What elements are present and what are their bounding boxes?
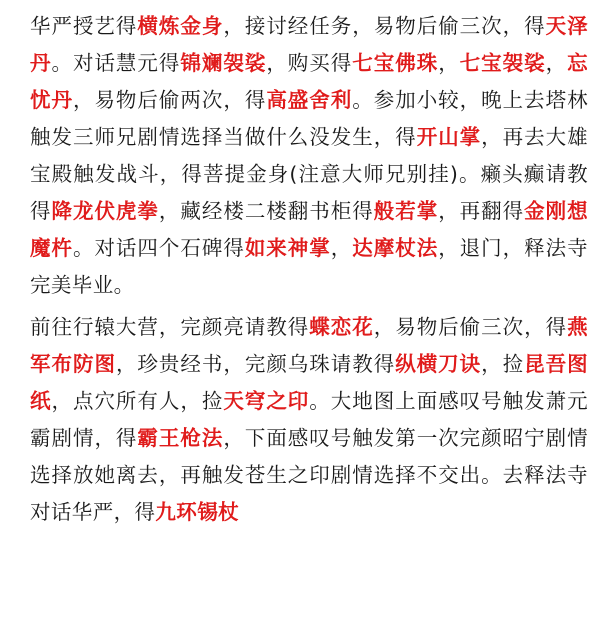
- highlighted-item-name: 燕军布防图: [30, 315, 588, 376]
- highlighted-item-name: 高盛舍利: [266, 88, 353, 112]
- highlighted-item-name: 天泽丹: [30, 14, 588, 75]
- paragraph-1: [30, 8, 588, 304]
- text-run: ，退门，释法寺完美毕业。: [30, 236, 588, 297]
- text-run: ，下面感叹号触发第一次完颜昭宁剧情选择放她离去，再触发苍生之印剧情选择不交出。去释法寺对话华严，得: [30, 426, 588, 524]
- highlighted-item-name: 如来神掌: [244, 236, 331, 260]
- highlighted-item-name: 蝶恋花: [309, 315, 374, 339]
- text-run: 。大地图上面感叹号触发萧元霸剧情，得: [30, 389, 588, 450]
- highlighted-item-name: 纵横刀诀: [395, 352, 482, 376]
- text-run: ，购买得: [266, 51, 353, 75]
- text-run: ，: [438, 51, 460, 75]
- highlighted-item-name: 开山掌: [416, 125, 482, 149]
- text-run: 。对话四个石碑得: [72, 236, 245, 260]
- text-run: ，易物后偷两次，得: [72, 88, 267, 112]
- highlighted-item-name: 九环锡杖: [155, 500, 240, 524]
- highlighted-item-name: 霸王枪法: [137, 426, 224, 450]
- highlighted-item-name: 横炼金身: [137, 14, 224, 38]
- highlighted-item-name: 七宝袈裟: [459, 51, 546, 75]
- highlighted-item-name: 锦斓袈裟: [180, 51, 267, 75]
- highlighted-item-name: 七宝佛珠: [352, 51, 439, 75]
- text-run: 。对话慧元得: [51, 51, 181, 75]
- text-run: ，再去大雄宝殿触发战斗，得菩提金身(注意大师兄别挂)。癞头癫请教得: [30, 125, 589, 223]
- highlighted-item-name: 天穹之印: [223, 389, 310, 413]
- highlighted-item-name: 般若掌: [373, 199, 439, 223]
- text-run: ，易物后偷三次，得: [373, 315, 568, 339]
- text-run: ，藏经楼二楼翻书柜得: [158, 199, 374, 223]
- text-run: 华严授艺得: [30, 14, 138, 38]
- highlighted-item-name: 降龙伏虎拳: [51, 199, 159, 223]
- text-run: ，珍贵经书，完颜乌珠请教得: [115, 352, 396, 376]
- text-run: ，: [330, 236, 353, 260]
- highlighted-item-name: 昆吾图纸: [30, 352, 588, 413]
- highlighted-item-name: 金刚想魔杵: [30, 199, 589, 260]
- text-run: 。参加小较，晚上去塔林触发三师兄剧情选择当做什么没发生，得: [30, 88, 588, 149]
- highlighted-item-name: 忘忧丹: [30, 51, 588, 112]
- text-run: ，点穴所有人，捡: [51, 389, 224, 413]
- paragraph-2: [30, 309, 588, 531]
- text-run: ，接讨经任务，易物后偷三次，得: [223, 14, 546, 38]
- text-fade-overlay: [478, 597, 488, 611]
- text-run: ，捡: [481, 352, 525, 376]
- highlighted-item-name: 达摩杖法: [352, 236, 439, 260]
- text-run: ，: [545, 51, 568, 75]
- text-run: ，再翻得: [438, 199, 525, 223]
- text-run: 前往行辕大营，完颜亮请教得: [30, 315, 310, 339]
